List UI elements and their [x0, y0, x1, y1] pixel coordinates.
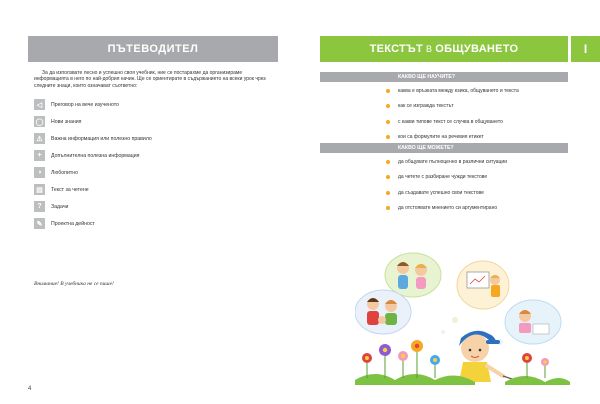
thought-bubble-friends — [385, 253, 441, 297]
page-number: 4 — [28, 386, 32, 392]
bullet-dot-icon — [386, 104, 390, 108]
legend-label: Преговор на вече изученото — [51, 101, 119, 108]
reading-text-icon: ▤ — [34, 184, 45, 195]
child-thinking-illustration — [355, 250, 570, 385]
bullet-dot-icon — [386, 206, 390, 210]
learn-list — [386, 83, 566, 145]
topic-title-part: ОБЩУВАНЕТО — [435, 43, 519, 55]
legend-label: Текст за четене — [51, 186, 89, 193]
list-item-text: да отстоявате мнението си аргументирано — [398, 205, 498, 212]
legend-label: Важна информация или полезно правило — [51, 135, 152, 142]
important-info-icon: ⚠ — [34, 133, 45, 144]
thought-bubble-presentation — [457, 261, 509, 309]
legend-item — [34, 181, 274, 198]
bullet-dot-icon — [386, 191, 390, 195]
list-item-text: с какви типове текст се случва в общуването — [398, 118, 503, 125]
bullet-dot-icon — [386, 135, 390, 139]
legend-label: Допълнителна полезна информация — [51, 152, 140, 159]
warning-note: Внимание! В учебника не се пише! — [34, 281, 114, 287]
legend-label: Любопитно — [51, 169, 78, 176]
guide-header: ПЪТЕВОДИТЕЛ — [28, 36, 278, 62]
interesting-icon: ◑ — [34, 167, 45, 178]
review-icon: ◁ — [34, 99, 45, 110]
legend-item — [34, 215, 274, 232]
legend-item — [34, 130, 274, 147]
new-knowledge-icon: ◯ — [34, 116, 45, 127]
can-section-title: КАКВО ЩЕ МОЖЕТЕ? — [320, 143, 568, 153]
topic-title-part: В — [425, 44, 433, 54]
list-item — [386, 83, 566, 99]
list-item-text: как се изгражда текстът — [398, 103, 454, 110]
learn-section-title: КАКВО ЩЕ НАУЧИТЕ? — [320, 72, 568, 82]
list-item-text: да четете с разбиране чужди текстове — [398, 174, 488, 181]
list-item — [386, 114, 566, 130]
bullet-dot-icon — [386, 175, 390, 179]
bullet-dot-icon — [386, 89, 390, 93]
legend-label: Проектна дейност — [51, 220, 95, 227]
legend-list — [34, 96, 274, 232]
list-item-text: да създавате успешно свои текстове — [398, 189, 484, 196]
list-item — [386, 201, 566, 217]
project-icon: ✎ — [34, 218, 45, 229]
bullet-dot-icon — [386, 120, 390, 124]
child-figure — [459, 331, 515, 382]
topic-header — [320, 36, 568, 62]
list-item — [386, 185, 566, 201]
legend-item — [34, 147, 274, 164]
legend-item — [34, 164, 274, 181]
legend-label: Задачи — [51, 203, 69, 210]
bullet-dot-icon — [386, 160, 390, 164]
list-item — [386, 154, 566, 170]
intro-paragraph: За да използвате лесно и успешно своя учебник, ние се постарахме да организираме информацията в него по най-добрия начин. Ще се ориентирате в съдържанието на всеки урок чрез следните знаци, които означават съответно: — [34, 70, 266, 89]
legend-item — [34, 96, 274, 113]
list-item-text: да общувате пълноценно в различни ситуации — [398, 158, 508, 165]
topic-title-part: ТЕКСТЪТ — [369, 43, 423, 55]
thought-bubble-writing — [505, 300, 561, 344]
plus-icon: + — [34, 150, 45, 161]
question-icon: ? — [34, 201, 45, 212]
list-item-text: кои са формулите на речевия етикет — [398, 134, 484, 141]
list-item — [386, 170, 566, 186]
legend-item — [34, 198, 274, 215]
legend-label: Нови знания — [51, 118, 82, 125]
list-item-text: каква е връзката между езика, общуването и текста — [398, 87, 519, 94]
legend-item — [34, 113, 274, 130]
can-list — [386, 154, 566, 216]
thought-bubble-family — [355, 290, 411, 334]
chapter-tab: I — [571, 36, 600, 62]
list-item — [386, 99, 566, 115]
